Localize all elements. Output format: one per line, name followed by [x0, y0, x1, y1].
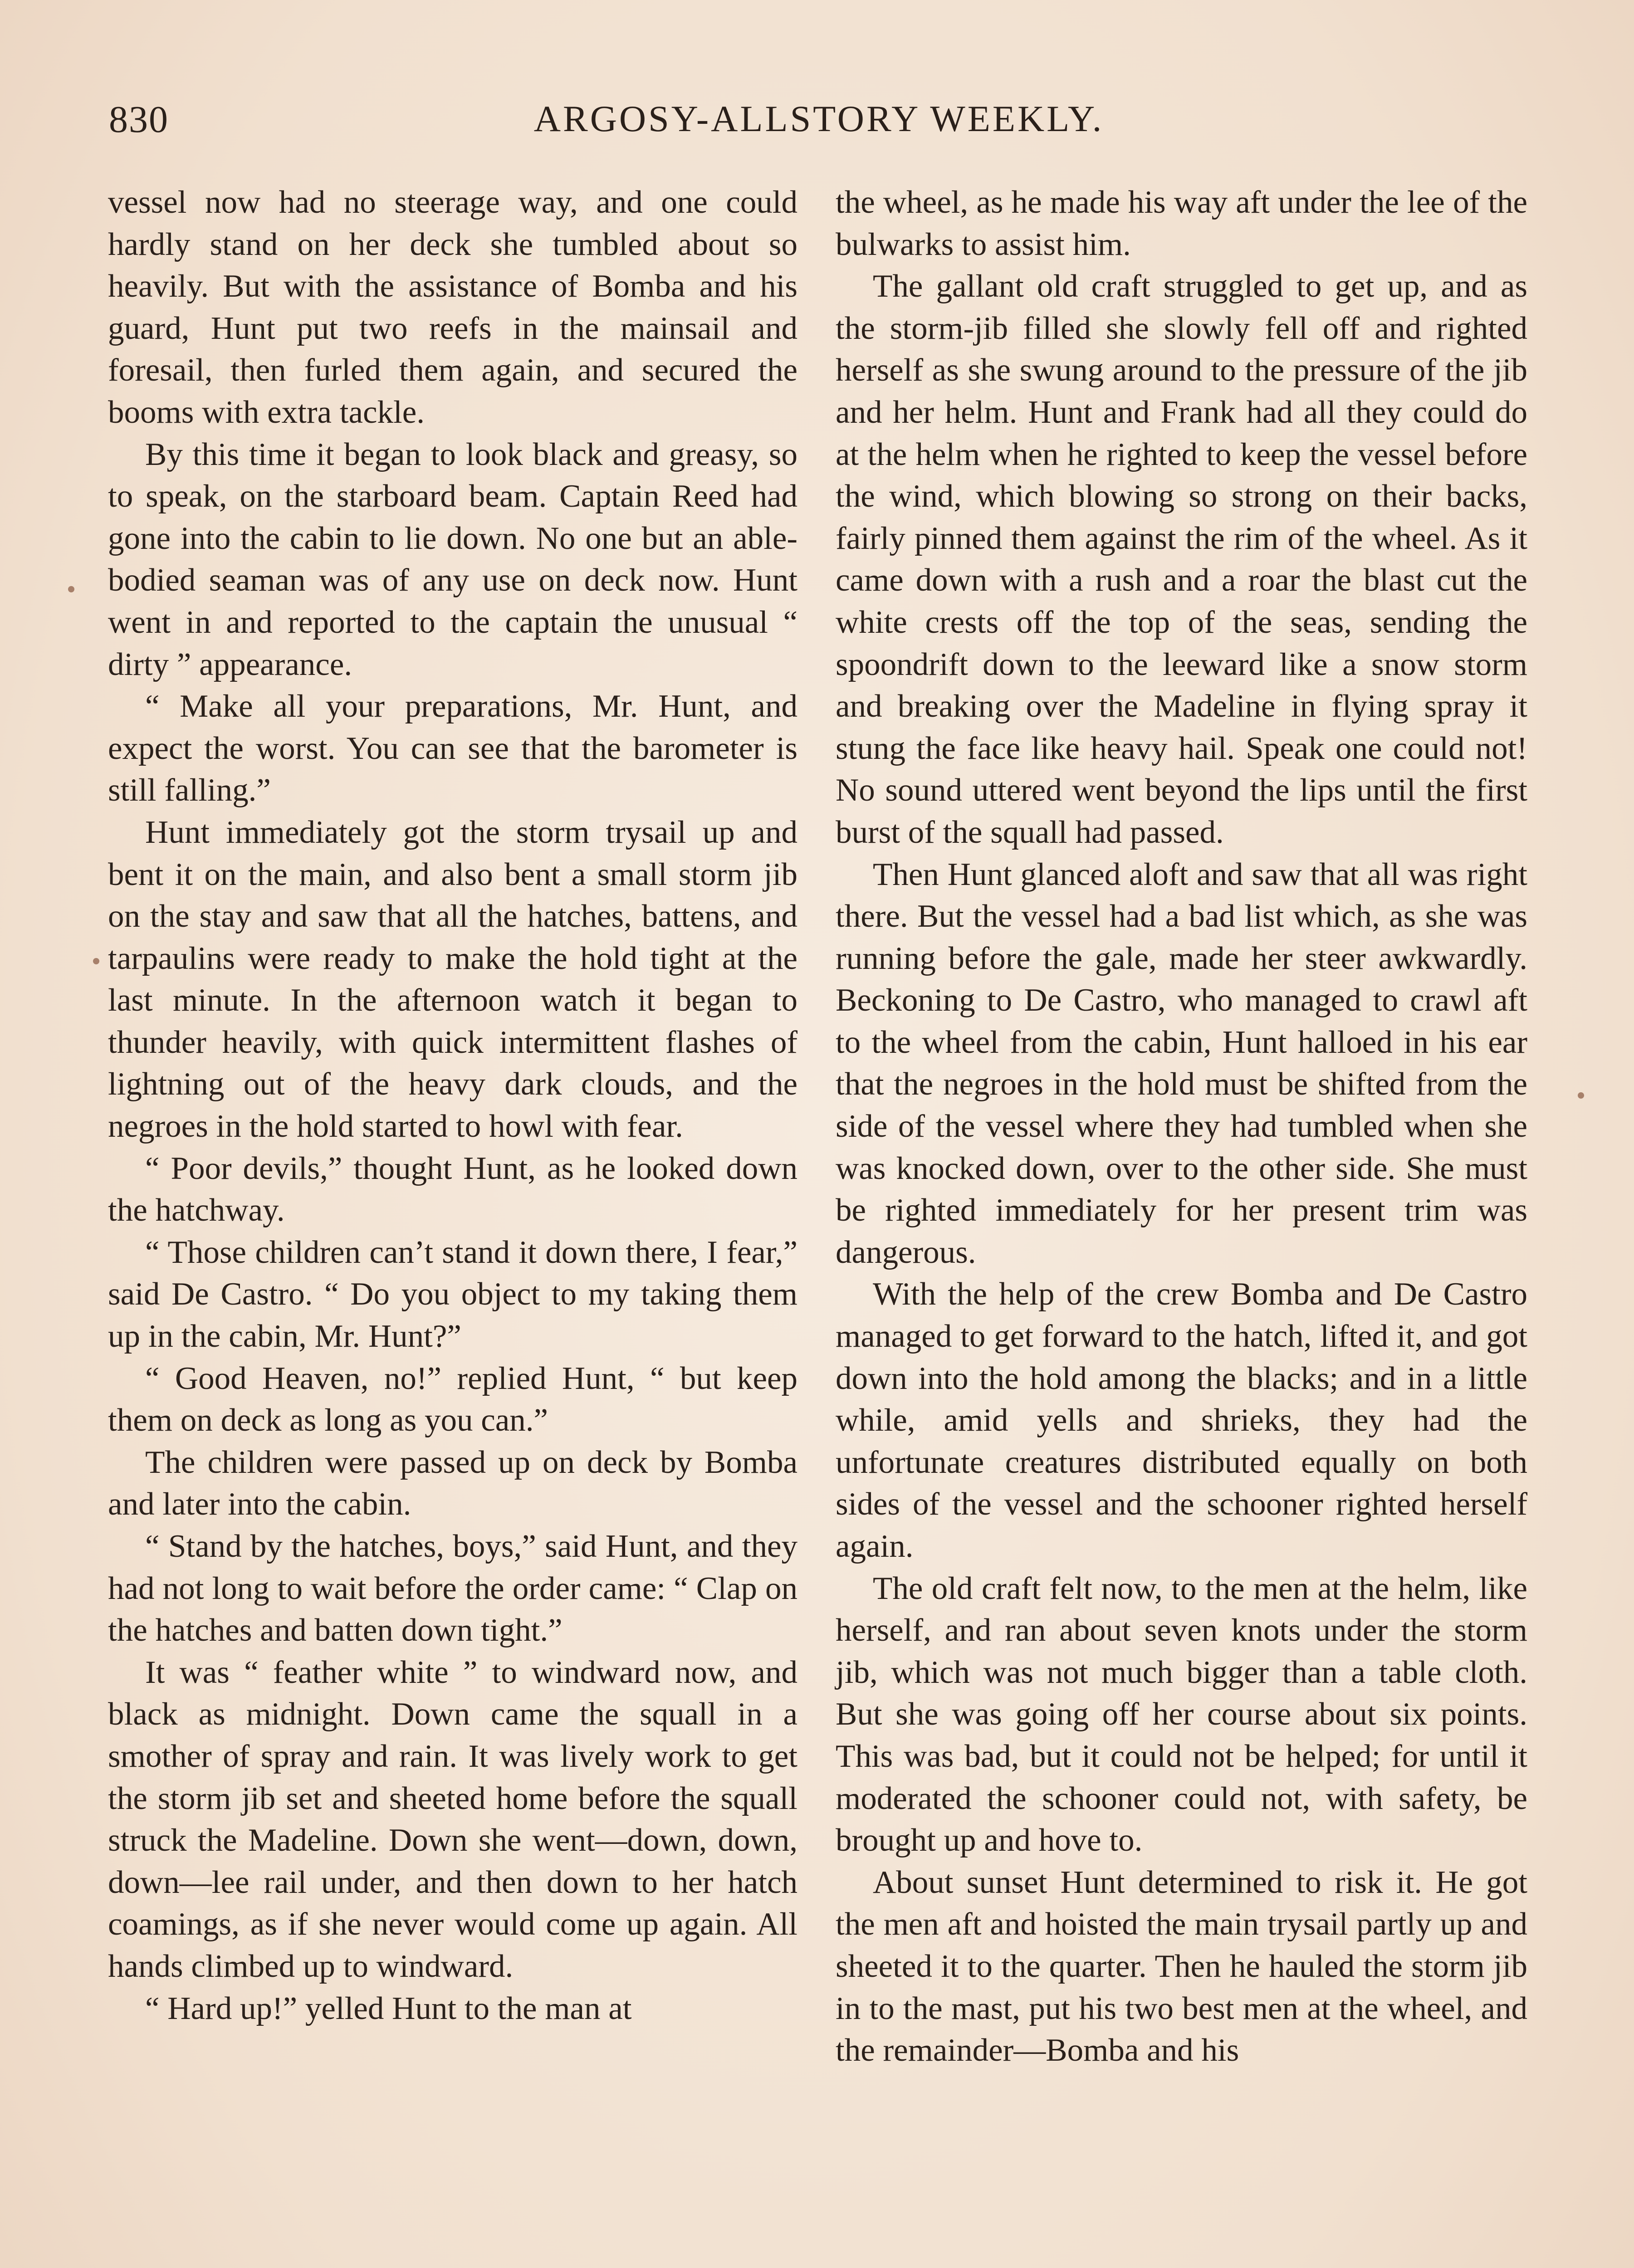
paragraph: “ Stand by the hatches, boys,” said Hunt, and they had not long to wait before the order came: “ Clap on the hatches and batten down tight.” [108, 1529, 797, 1648]
page-number: 830 [109, 98, 169, 141]
right-column [836, 181, 1527, 2072]
paragraph: “ Good Heaven, no!” replied Hunt, “ but keep them on deck as long as you can.” [108, 1360, 797, 1438]
paragraph: About sunset Hunt determined to risk it. He got the men aft and hoisted the main trysail partly up and sheeted it to the quarter. Then he hauled the storm jib in to the mast, put his two best men at the wheel, and the remainder—Bomba and his [836, 1864, 1527, 2068]
paragraph: “ Poor devils,” thought Hunt, as he looked down the hatchway. [108, 1150, 797, 1228]
paragraph: The old craft felt now, to the men at the helm, like herself, and ran about seven knots under the storm jib, which was not much bigger than a table cloth. But she was going off her course about six points. This was bad, but it could not be helped; for until it moderated the schooner could not, with safety, be brought up and hove to. [836, 1570, 1527, 1858]
paragraph: “ Hard up!” yelled Hunt to the man at [145, 1990, 632, 2026]
paragraph: “ Make all your preparations, Mr. Hunt, and expect the worst. You can see that the barometer is still falling.” [108, 689, 797, 808]
page-header [109, 98, 1529, 152]
paragraph: By this time it began to look black and greasy, so to speak, on the starboard beam. Captain Reed had gone into the cabin to lie down. No one but an able-bodied seaman was of any use on deck now. Hunt went in and reported to the captain the unusual “ dirty ” appearance. [108, 436, 797, 682]
paragraph: Then Hunt glanced aloft and saw that all was right there. But the vessel had a bad list which, as she was running before the gale, made her steer awkwardly. Beckoning to De Castro, who managed to crawl aft to the wheel from the cabin, Hunt halloed in his ear that the negroes in the hold must be shifted from the side of the vessel where they had tumbled when she was knocked down, over to the other side. She must be righted immediately for her present trim was dangerous. [836, 856, 1527, 1270]
paragraph: Hunt immediately got the storm trysail up and bent it on the main, and also bent a small storm jib on the stay and saw that all the hatches, battens, and tarpaulins were ready to make the hold tight at the last minute. In the afternoon watch it began to thunder heavily, with quick intermittent flashes of lightning out of the heavy dark clouds, and the negroes in the hold started to howl with fear. [108, 814, 797, 1144]
paper-speck [93, 958, 99, 964]
paragraph: It was “ feather white ” to windward now, and black as midnight. Down came the squall in a smother of spray and rain. It was lively work to get the storm jib set and sheeted home before the squall struck the Madeline. Down she went—down, down, down—lee rail under, and then down to her hatch coamings, as if she never would come up again. All hands climbed up to windward. [108, 1654, 797, 1984]
paragraph: The gallant old craft struggled to get up, and as the storm-jib filled she slowly fell off and righted herself as she swung around to the pressure of the jib and her helm. Hunt and Frank had all they could do at the helm when he righted to keep the vessel before the wind, which blowing so strong on their backs, fairly pinned them against the rim of the wheel. As it came down with a rush and a roar the blast cut the white crests off the top of the seas, sending the spoondrift down to the leeward like a snow storm and breaking over the Madeline in flying spray it stung the face like heavy hail. Speak one could not! No sound uttered went beyond the lips until the first burst of the squall had passed. [836, 269, 1527, 850]
paragraph: vessel now had no steerage way, and one could hardly stand on her deck she tumbled about so heavily. But with the assistance of Bomba and his guard, Hunt put two reefs in the mainsail and foresail, then furled them again, and secured the booms with extra tackle. [108, 185, 797, 430]
paragraph: The children were passed up on deck by Bomba and later into the cabin. [108, 1444, 797, 1522]
left-column [108, 181, 797, 2029]
paragraph: the wheel, as he made his way aft under the lee of the bulwarks to assist him. [836, 185, 1527, 262]
paper-speck [68, 586, 74, 592]
running-head: ARGOSY-ALLSTORY WEEKLY. [533, 98, 1104, 139]
paragraph: With the help of the crew Bomba and De Castro managed to get forward to the hatch, lifted it, and got down into the hold among the blacks; and in a little while, amid yells and shrieks, they had the unfortunate creatures distributed equally on both sides of the vessel and the schooner righted herself again. [836, 1276, 1527, 1564]
paper-speck [1578, 1092, 1584, 1099]
paragraph: “ Those children can’t stand it down there, I fear,” said De Castro. “ Do you object to my taking them up in the cabin, Mr. Hunt?” [108, 1234, 797, 1354]
